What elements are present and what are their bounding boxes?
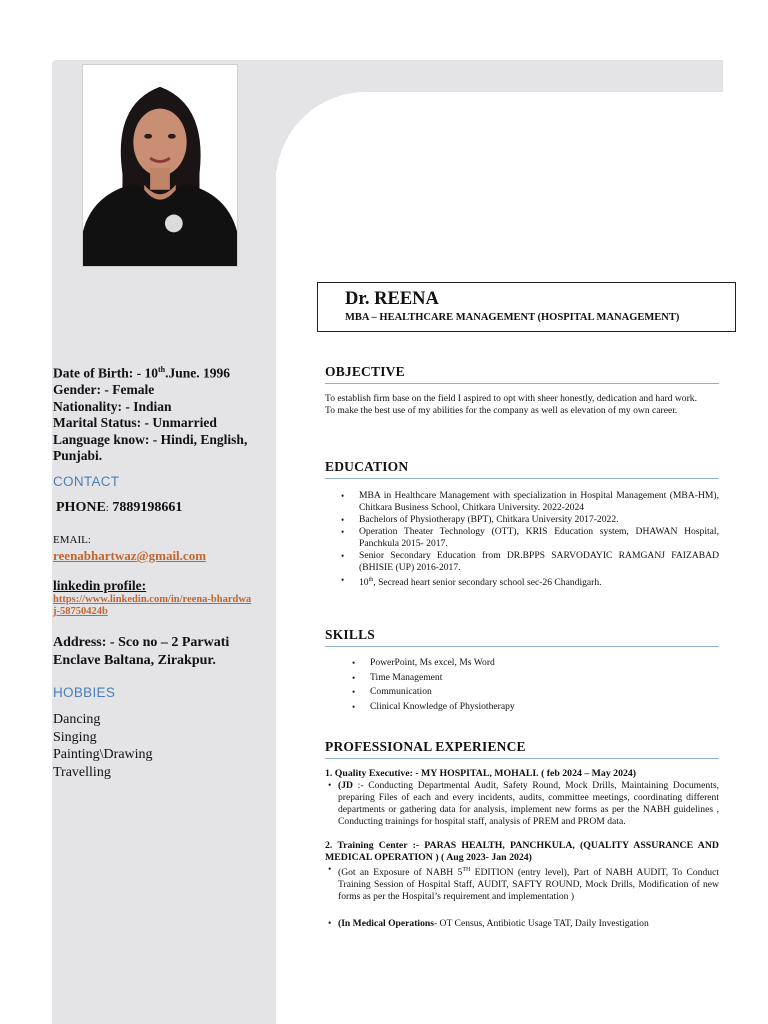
languages: Language know: - Hindi, English, Punjabi. xyxy=(53,431,248,463)
education-list xyxy=(325,490,719,589)
list-item: • Bachelors of Physiotherapy (BPT), Chitkara University 2017-2022. xyxy=(341,514,619,525)
contact-heading: CONTACT xyxy=(53,474,120,489)
hobbies-list xyxy=(53,711,153,781)
bullet-icon: • xyxy=(328,780,332,791)
bullet-icon: • xyxy=(328,918,332,930)
list-item: • MBA in Healthcare Management with specialization in Hospital Management (MBA-HM), Chitkara Business School, Chitkara University. 2022-2024 xyxy=(341,490,719,513)
bullet-icon: • xyxy=(341,491,345,501)
objective-section xyxy=(325,364,719,417)
hobby-item: Travelling xyxy=(53,764,111,780)
phone-label: PHONE xyxy=(56,500,106,515)
hobby-item: Dancing xyxy=(53,712,101,727)
list-item: • Communication xyxy=(370,685,719,700)
job-1-title: 1. Quality Executive: - MY HOSPITAL, MOHALI. ( feb 2024 – May 2024) xyxy=(325,768,637,779)
bullet-icon: • xyxy=(352,672,356,683)
job-1-description: • (JD :- Conducting Departmental Audit, Safety Round, Mock Drills, Maintaining Documents, preparing Files of each and every incidents, audits, committee meetings, coordinating different departments or gathering data for analysis, implement new forms as per the NABH guidelines , Conducting trainings for hospital staff, analysis of PREM and PROM data. xyxy=(328,780,719,827)
hobby-item: Singing xyxy=(53,729,97,745)
list-item: • PowerPoint, Ms excel, Ms Word xyxy=(370,656,719,671)
bullet-icon: • xyxy=(352,658,356,668)
linkedin-link[interactable]: https://www.linkedin.com/in/reena-bhardwaj-58750424b xyxy=(53,594,252,617)
hobbies-heading: HOBBIES xyxy=(53,685,116,700)
personal-details xyxy=(53,362,273,465)
profile-photo xyxy=(82,64,238,267)
gender: Gender: - Female xyxy=(53,382,155,397)
bullet-icon: • xyxy=(352,701,356,712)
list-item: • Clinical Knowledge of Physiotherapy xyxy=(370,700,719,715)
skills-list xyxy=(325,656,719,714)
skills-section xyxy=(325,627,719,714)
bullet-icon: • xyxy=(341,527,345,537)
list-item: • Senior Secondary Education from DR.BPPS SARVODAYIC RAMGANJ FAIZABAD (BHISIE (UP) 2016-2017. xyxy=(341,550,719,573)
job-2-title: 2. Training Center :- PARAS HEALTH, PANCHKULA, (QUALITY ASSURANCE AND MEDICAL OPERATION ) ( Aug 2023- Jan 2024) xyxy=(325,840,719,863)
phone-separator: : xyxy=(105,502,109,514)
degree-line: MBA – HEALTHCARE MANAGEMENT (HOSPITAL MANAGEMENT) xyxy=(345,312,680,323)
linkedin-label: linkedin profile: xyxy=(53,578,147,593)
skills-heading: SKILLS xyxy=(325,627,719,647)
bullet-icon: • xyxy=(328,864,332,875)
bullet-icon: • xyxy=(341,575,345,585)
email-label: EMAIL: xyxy=(53,534,91,546)
bullet-icon: • xyxy=(341,515,345,525)
education-heading: EDUCATION xyxy=(325,459,719,479)
job-2-description: • (Got an Exposure of NABH 5TH EDITION (entry level), Part of NABH AUDIT, To Conduct Training Session of Hospital Staff, AUDIT, SAFTY ROUND, Mock Drills, Modification of new forms as per the Hospital’s requirement and implementation ) xyxy=(328,864,720,903)
bullet-icon: • xyxy=(352,687,356,697)
email-link[interactable]: reenabhartwaz@gmail.com xyxy=(53,548,207,563)
objective-line: To establish firm base on the field I aspired to opt with sheer honestly, dedication and hard work. xyxy=(325,393,697,404)
date-of-birth: Date of Birth: - 10th.June. 1996 xyxy=(53,365,230,381)
phone-number: 7889198661 xyxy=(112,500,183,515)
nationality: Nationality: - Indian xyxy=(53,398,172,414)
education-section xyxy=(325,459,719,589)
name-box xyxy=(317,282,736,332)
experience-section xyxy=(325,739,719,930)
objective-line: To make the best use of my abilities for the company as well as elevation of my own career. xyxy=(325,405,678,416)
experience-heading: PROFESSIONAL EXPERIENCE xyxy=(325,739,719,759)
list-item: • Operation Theater Technology (OTT), KRIS Education system, DHAWAN Hospital, Panchkula 2015- 2017. xyxy=(341,526,719,549)
job-2-operations: • (In Medical Operations- OT Census, Antibiotic Usage TAT, Daily Investigation xyxy=(328,918,649,930)
list-item: • Time Management xyxy=(370,671,719,686)
phone xyxy=(56,500,182,516)
hobby-item: Painting\Drawing xyxy=(53,747,153,762)
bullet-icon: • xyxy=(341,551,345,561)
marital-status: Marital Status: - Unmarried xyxy=(53,415,217,430)
list-item: • 10th, Secread heart senior secondary school sec-26 Chandigarh. xyxy=(341,575,602,589)
address: Address: - Sco no – 2 Parwati Enclave Baltana, Zirakpur. xyxy=(53,635,230,668)
candidate-name: Dr. REENA xyxy=(345,289,439,309)
objective-heading: OBJECTIVE xyxy=(325,364,719,384)
